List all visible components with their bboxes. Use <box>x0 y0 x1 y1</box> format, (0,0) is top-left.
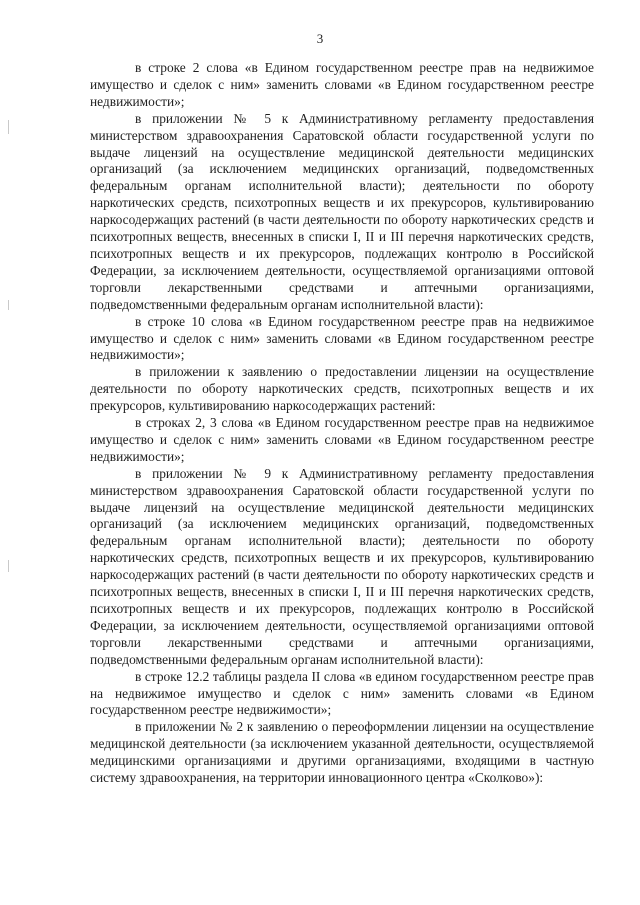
paragraph: в приложении № 2 к заявлению о переоформлении лицензии на осуществление медицинской деятельности (за исключением указанной деятельности, осуществляемой медицинскими организациями и другими организациями, входящими в частную систему здравоохранения, на территории инновационного центра «Сколково»): <box>90 719 594 786</box>
paragraph: в приложении № 5 к Административному регламенту предоставления министерством здравоохранения Саратовской области государственной услуги по выдаче лицензий на осуществление медицинской деятельности медицинских организаций (за исключением медицинских организаций, подведомственных федеральным органам исполнительной власти); деятельности по обороту наркотических средств, психотропных веществ и их прекурсоров, культивированию наркосодержащих растений (в части деятельности по обороту наркотических средств и психотропных веществ, внесенных в списки I, II и III перечня наркотических средств, психотропных веществ и их прекурсоров, подлежащих контролю в Российской Федерации, за исключением деятельности, осуществляемой организациями оптовой торговли лекарственными средствами и аптечными организациями, подведомственными федеральным органам исполнительной власти): <box>90 110 594 312</box>
paragraph: в строке 10 слова «в Едином государственном реестре прав на недвижимое имущество и сделок с ним» заменить словами «в Едином государственном реестре недвижимости»; <box>90 313 594 363</box>
paragraph: в строках 2, 3 слова «в Едином государственном реестре прав на недвижимое имущество и сделок с ним» заменить словами «в Едином государственном реестре недвижимости»; <box>90 415 594 464</box>
paragraph: в приложении № 9 к Административному регламенту предоставления министерством здравоохранения Саратовской области государственной услуги по выдаче лицензий на осуществление медицинской деятельности медицинских организаций (за исключением медицинских организаций, подведомственных федеральным органам исполнительной власти); деятельности по обороту наркотических средств, психотропных веществ и их прекурсоров, культивированию наркосодержащих растений (в части деятельности по обороту наркотических средств и психотропных веществ, внесенных в списки I, II и III перечня наркотических средств, психотропных веществ и их прекурсоров, подлежащих контролю в Российской Федерации, за исключением деятельности, осуществляемой организациями оптовой торговли лекарственными средствами и аптечными организациями, подведомственными федеральным органам исполнительной власти): <box>90 465 594 667</box>
paragraph: в приложении к заявлению о предоставлении лицензии на осуществление деятельности по обороту наркотических средств, психотропных веществ и их прекурсоров, культивированию наркосодержащих растений: <box>90 364 594 414</box>
scan-margin-mark <box>8 120 9 134</box>
scan-margin-mark <box>8 560 9 572</box>
scan-margin-mark <box>8 300 9 310</box>
paragraph: в строке 2 слова «в Едином государственном реестре прав на недвижимое имущество и сделок с ним» заменить словами «в Едином государственном реестре недвижимости»; <box>90 60 594 109</box>
document-body <box>90 60 594 787</box>
paragraph: в строке 12.2 таблицы раздела II слова «в едином государственном реестре прав на недвижимое имущество и сделок с ним» заменить словами «в Едином государственном реестре недвижимости»; <box>90 668 594 718</box>
page-number: 3 <box>316 31 324 46</box>
